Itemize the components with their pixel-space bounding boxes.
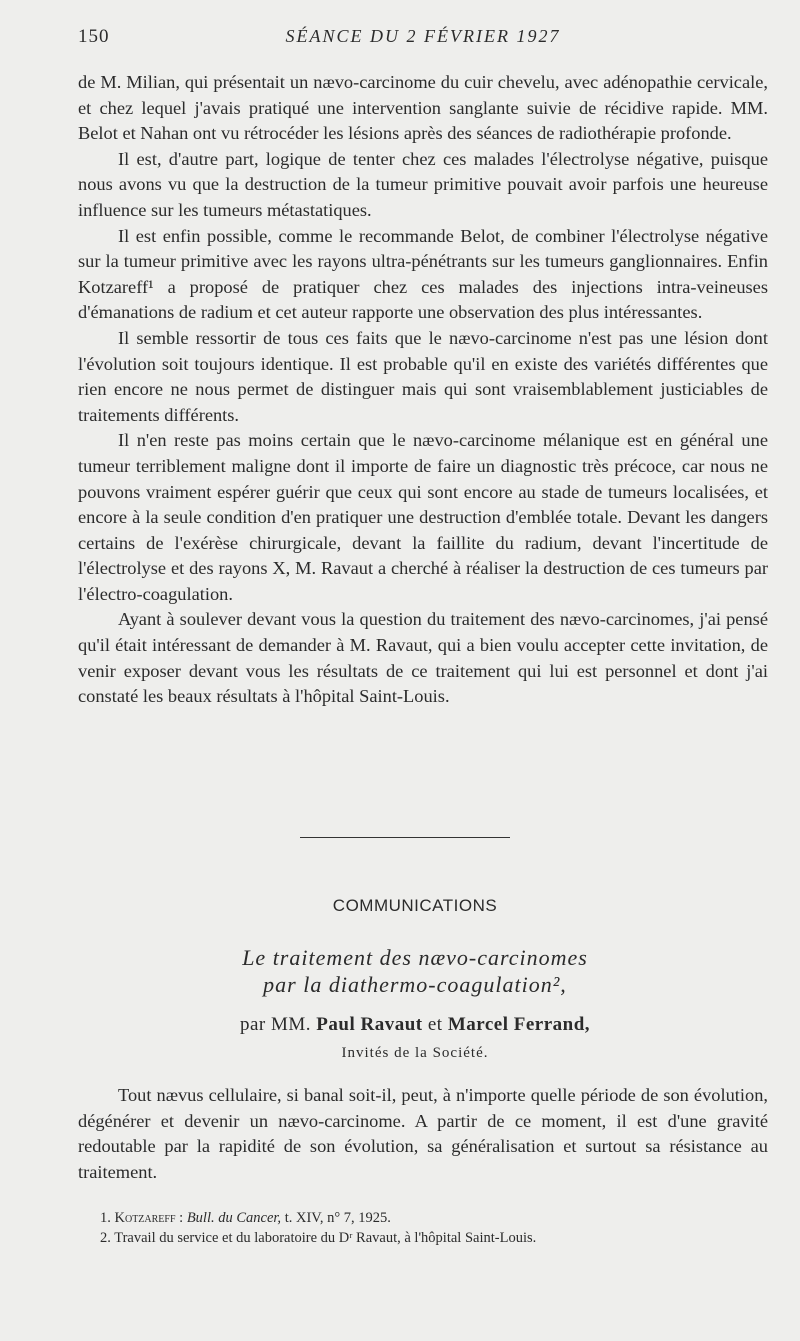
authors-prefix: par MM. xyxy=(239,1014,312,1035)
article-title-line: par la diathermo-coagulation², xyxy=(263,972,567,997)
author-name: Marcel Ferrand, xyxy=(447,1014,591,1035)
paragraph: Il est enfin possible, comme le recommande Belot, de combiner l'électrolyse négative sur la tumeur primitive avec les rayons ultra-pénétrants sur les tumeurs ganglionnaires. Enfin Kotzareff¹ a proposé de pratiquer chez ces malades des injections intra-veineuses d'émanations de radium et cet auteur rapporte une observation des plus intéressantes. xyxy=(78,225,768,323)
running-title: SÉANCE DU 2 FÉVRIER 1927 xyxy=(285,26,561,46)
article-title-line: Le traitement des nævo-carcinomes xyxy=(242,945,588,970)
authors-joiner: et xyxy=(427,1014,443,1035)
section-heading: COMMUNICATIONS xyxy=(332,896,498,915)
footnote-journal: Bull. du Cancer, xyxy=(186,1210,282,1226)
page-number: 150 xyxy=(78,26,110,47)
author-name: Paul Ravaut xyxy=(316,1014,423,1035)
footnote-reference: t. XIV, n° 7, 1925. xyxy=(284,1210,391,1226)
paragraph: Il est, d'autre part, logique de tenter chez ces malades l'électrolyse négative, puisque nous avons vu que la destruction de la tumeur primitive pouvait avoir parfois une heureuse influence sur les tumeurs métastatiques. xyxy=(78,148,768,220)
paragraph: Ayant à soulever devant vous la question du traitement des nævo-carcinomes, j'ai pensé qu'il était intéressant de demander à M. Ravaut, qui a bien voulu accepter cette invitation, de venir exposer devant vous les résultats de ce traitement qui lui est personnel et dont j'ai constaté les beaux résultats à l'hôpital Saint-Louis. xyxy=(78,609,768,707)
article-body xyxy=(78,1083,768,1185)
article-authors xyxy=(0,1014,800,1036)
section-divider xyxy=(300,837,510,838)
previous-article-text xyxy=(78,70,768,710)
footnote-author: Kotzareff : xyxy=(114,1210,184,1226)
footnote: 2. Travail du service et du laboratoire du Dʳ Ravaut, à l'hôpital Saint-Louis. xyxy=(100,1230,537,1246)
footnote xyxy=(100,1208,780,1228)
paragraph: Il n'en reste pas moins certain que le nævo-carcinome mélanique est en général une tumeur terriblement maligne dont il importe de faire un diagnostic très précoce, car nous ne pouvons vraiment espérer guérir que ceux qui sont encore au stade de tumeurs localisées, et encore à la seule condition d'en pratiquer une destruction d'emblée totale. Devant les dangers certains de l'exérèse chirurgicale, devant la faillite du radium, devant l'incertitude de l'électrolyse et des rayons X, M. Ravaut a cherché à réaliser la destruction de ces tumeurs par l'électro-coagulation. xyxy=(78,430,768,604)
author-affiliation: Invités de la Société. xyxy=(341,1045,489,1061)
paragraph: Il semble ressortir de tous ces faits que le nævo-carcinome n'est pas une lésion dont l'évolution soit toujours identique. Il est probable qu'il en existe des variétés différentes que rien encore ne nous permet de distinguer mais qui sont vraisemblablement justiciables de traitements différents. xyxy=(78,327,768,425)
article-title xyxy=(0,944,800,998)
footnotes xyxy=(100,1208,780,1248)
page-header xyxy=(78,26,768,50)
paragraph: de M. Milian, qui présentait un nævo-carcinome du cuir chevelu, avec adénopathie cervicale, et chez lequel j'avais pratiqué une intervention sanglante suivie de récidive rapide. MM. Belot et Nahan ont vu rétrocéder les lésions après des séances de radiothérapie profonde. xyxy=(78,72,768,144)
paragraph: Tout nævus cellulaire, si banal soit-il, peut, à n'importe quelle période de son évolution, dégénérer et devenir un nævo-carcinome. A partir de ce moment, il est d'une gravité redoutable par la rapidité de son évolution, sa généralisation et surtout sa résistance au traitement. xyxy=(78,1085,768,1182)
footnote-number: 1. xyxy=(100,1210,111,1226)
